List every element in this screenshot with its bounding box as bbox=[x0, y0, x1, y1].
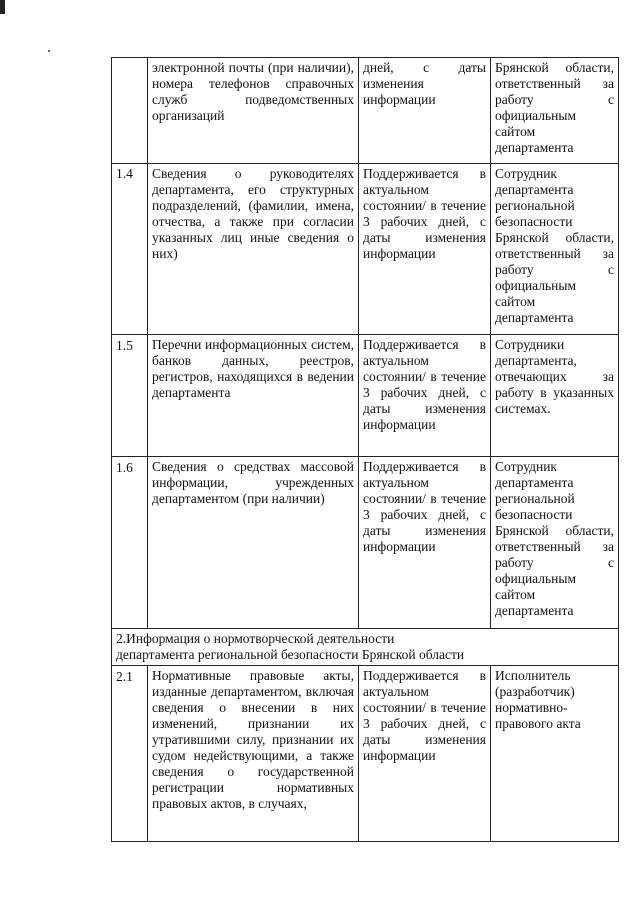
row-period: Поддерживается в актуальном состоянии/ в течение 3 рабочих дней, с даты изменения информации bbox=[359, 335, 491, 457]
row-description: Нормативные правовые акты, изданные департаментом, включая сведения о внесении в них изменений, признании их утратившими силу, признании их судом недействующими, а также сведения о государственной регистрации нормативных правовых актов, в случаях, bbox=[148, 666, 359, 842]
row-responsible: Исполнитель (разработчик) нормативно-правового акта bbox=[491, 666, 619, 842]
information-table bbox=[111, 57, 619, 842]
scan-corner-mark bbox=[0, 0, 5, 14]
row-period: Поддерживается в актуальном состоянии/ в течение 3 рабочих дней, с даты изменения информации bbox=[359, 457, 491, 629]
row-number: 1.6 bbox=[112, 457, 148, 629]
section-header-row bbox=[112, 629, 619, 666]
row-responsible: Брянской области, ответственный за работу с официальным сайтом департамента bbox=[491, 58, 619, 164]
row-responsible: Сотрудник департамента региональной безопасности Брянской области, ответственный за работу с официальным сайтом департамента bbox=[491, 457, 619, 629]
row-period: Поддерживается в актуальном состоянии/ в течение 3 рабочих дней, с даты изменения информации bbox=[359, 666, 491, 842]
table-row bbox=[112, 164, 619, 335]
table-row bbox=[112, 335, 619, 457]
row-number bbox=[112, 58, 148, 164]
row-number: 2.1 bbox=[112, 666, 148, 842]
row-number: 1.5 bbox=[112, 335, 148, 457]
row-responsible: Сотрудники департамента, отвечающих за работу в указанных системах. bbox=[491, 335, 619, 457]
section-heading-line-1: 2.Информация о нормотворческой деятельности bbox=[116, 631, 395, 646]
scan-dot bbox=[48, 50, 50, 52]
table-row bbox=[112, 58, 619, 164]
section-heading bbox=[112, 629, 619, 666]
row-description: электронной почты (при наличии), номера телефонов справочных служб подведомственных организаций bbox=[148, 58, 359, 164]
row-period: дней, с даты изменения информации bbox=[359, 58, 491, 164]
table-row bbox=[112, 457, 619, 629]
row-period: Поддерживается в актуальном состоянии/ в течение 3 рабочих дней, с даты изменения информации bbox=[359, 164, 491, 335]
row-responsible: Сотрудник департамента региональной безопасности Брянской области, ответственный за работу с официальным сайтом департамента bbox=[491, 164, 619, 335]
row-description: Сведения о руководителях департамента, его структурных подразделений, (фамилии, имена, отчества, а также при согласии указанных лиц иные сведения о них) bbox=[148, 164, 359, 335]
row-description: Сведения о средствах массовой информации, учрежденных департаментом (при наличии) bbox=[148, 457, 359, 629]
section-heading-line-2: департамента региональной безопасности Брянской области bbox=[116, 647, 465, 662]
row-number: 1.4 bbox=[112, 164, 148, 335]
row-description: Перечни информационных систем, банков данных, реестров, регистров, находящихся в ведении департамента bbox=[148, 335, 359, 457]
table-row bbox=[112, 666, 619, 842]
